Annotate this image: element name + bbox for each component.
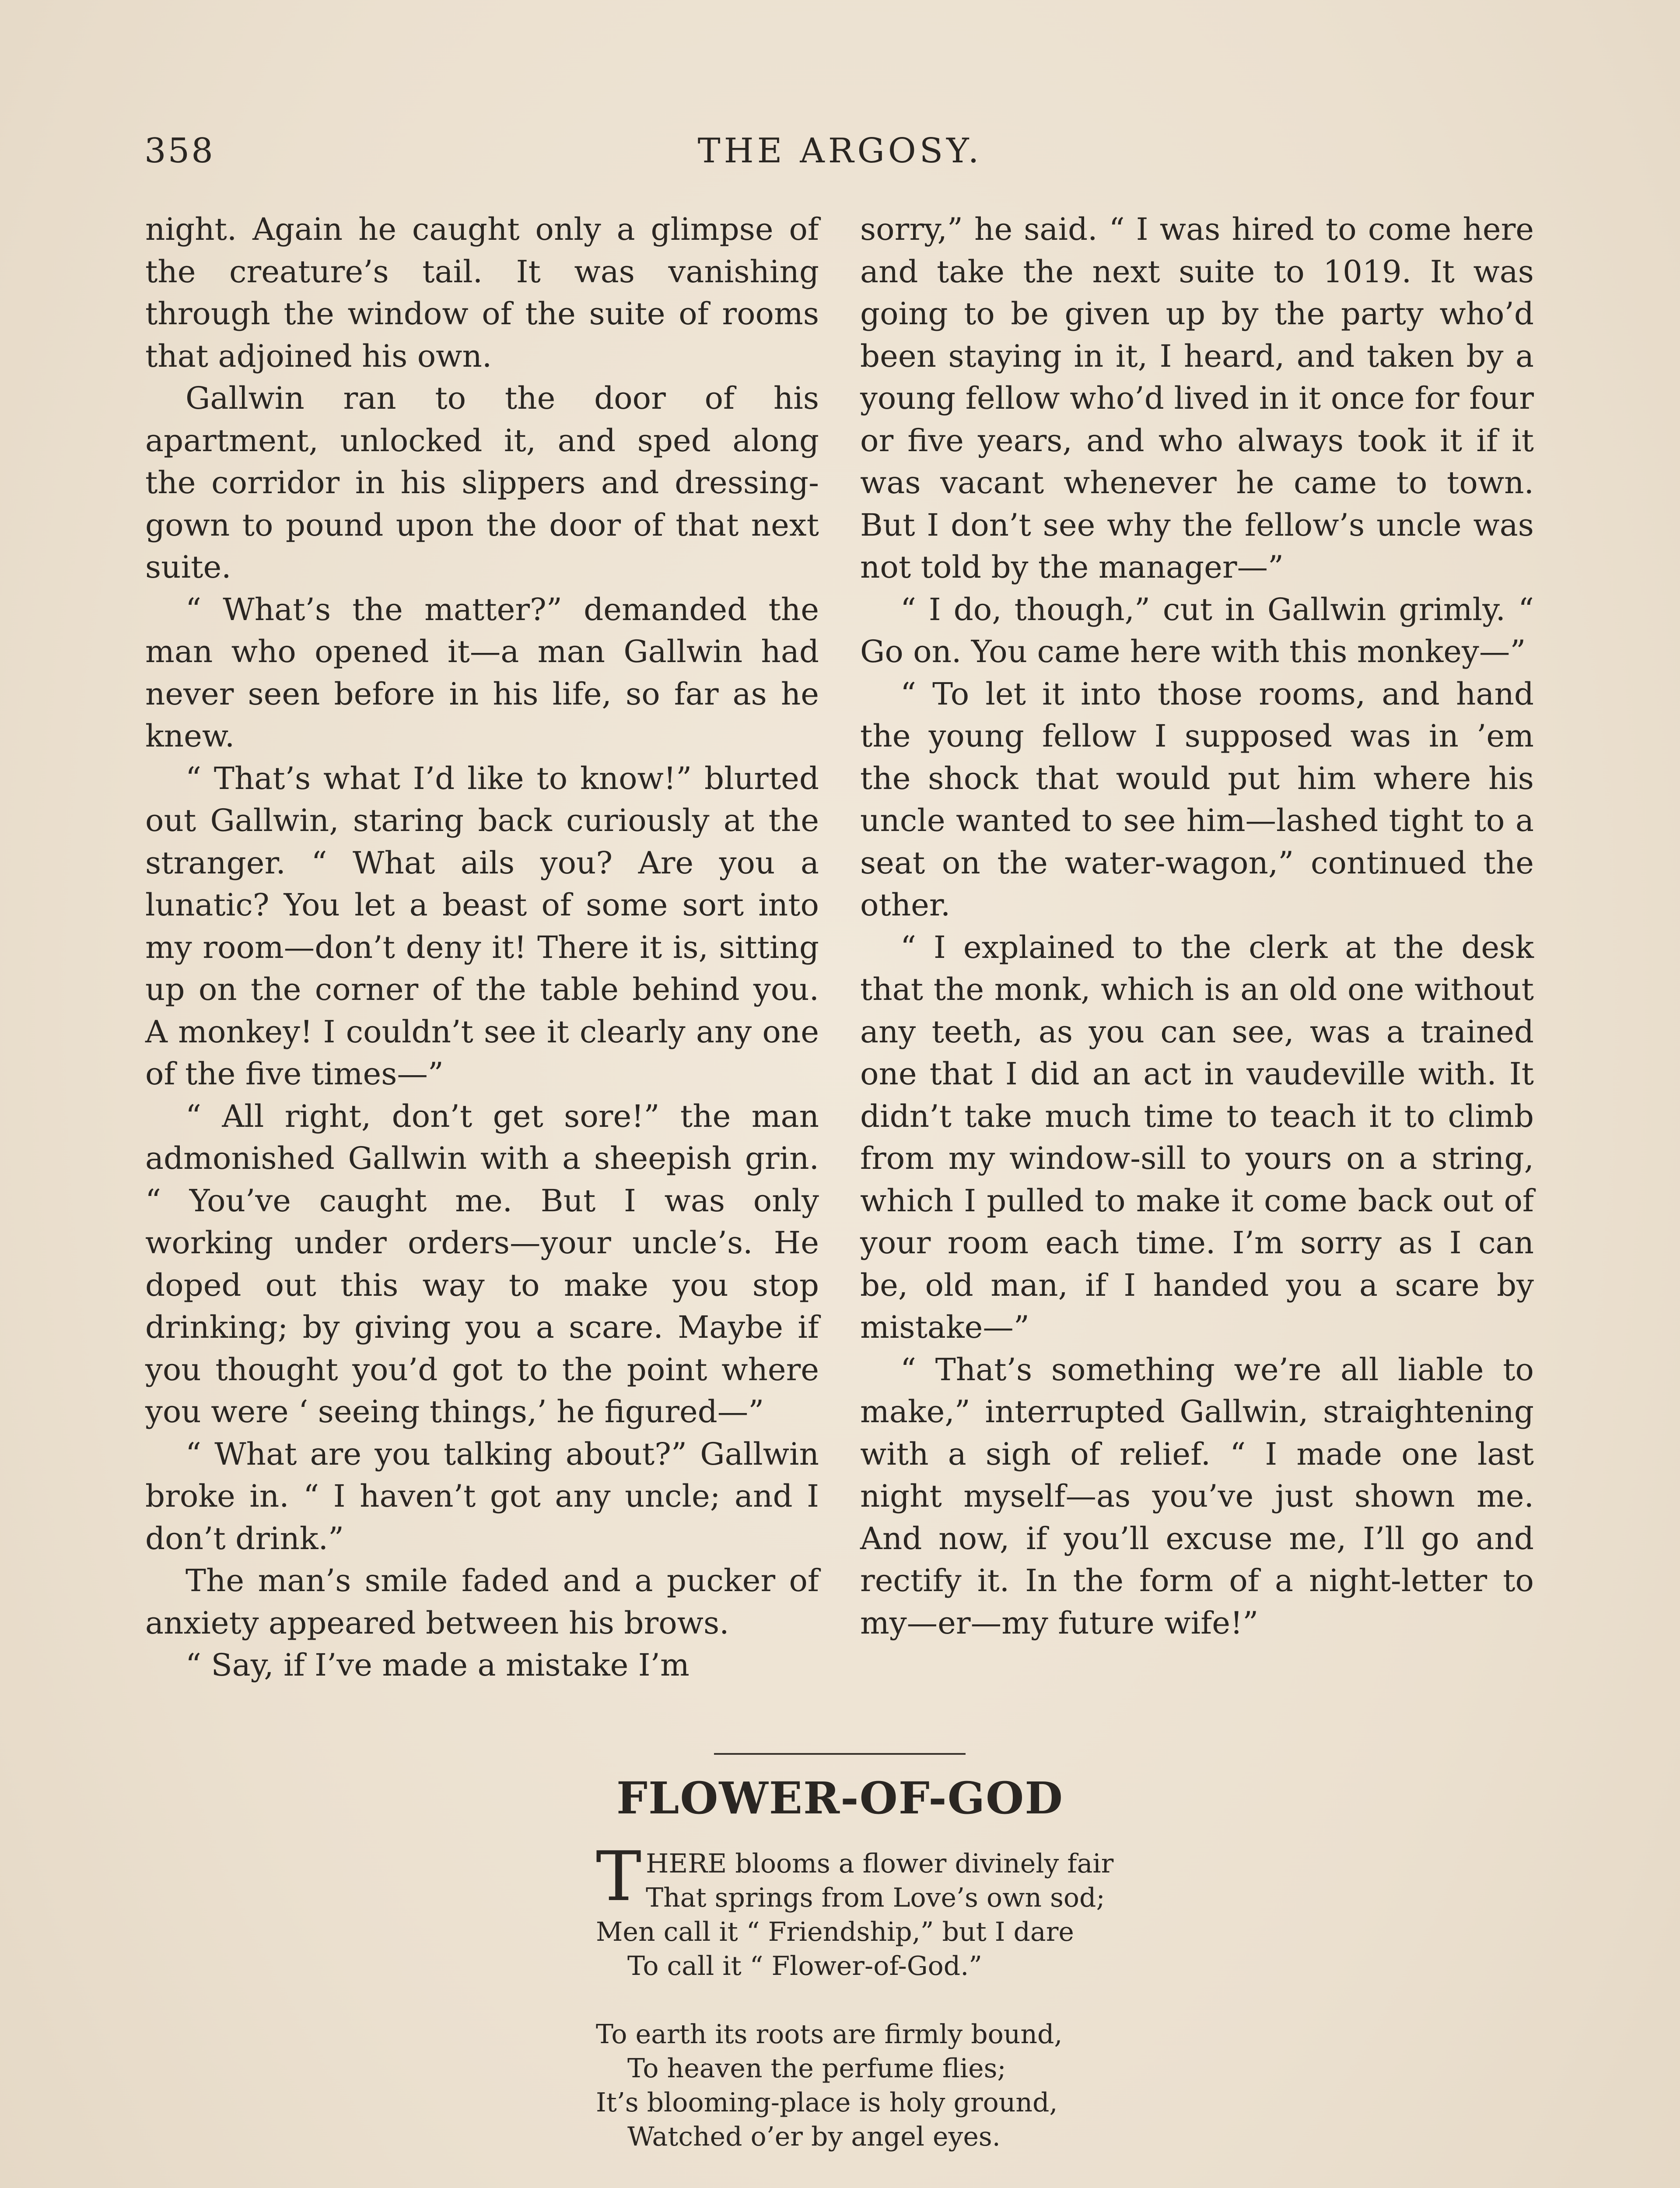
- paragraph: The man’s smile faded and a pucker of anxiety appeared between his brows.: [145, 1563, 819, 1641]
- paragraph: night. Again he caught only a glimpse of the creature’s tail. It was vanishing through the window of the suite of rooms that adjoined his own.: [145, 211, 819, 374]
- poem-title: FLOWER-OF-GOD: [616, 1772, 1064, 1824]
- poem-line: That springs from Love’s own sod;: [646, 1883, 1105, 1913]
- drop-cap: T: [596, 1837, 642, 1916]
- poem-line: To earth its roots are firmly bound,: [596, 2019, 1063, 2050]
- paragraph: “ All right, don’t get sore!” the man admonished Gallwin with a sheepish grin. “ You’ve caught me. But I was only working under orders—your uncle’s. He doped out this way to make you stop drinking; by giving you a scare. Maybe if you thought you’d got to the point where you were ‘ seeing things,’ he figured—”: [145, 1098, 819, 1430]
- left-text-column: [145, 208, 819, 1687]
- paragraph: “ I explained to the clerk at the desk that the monk, which is an old one without any teeth, as you can see, was a trained one that I did an act in vaudeville with. It didn’t take much time to teach it to climb from my window-sill to yours on a string, which I pulled to make it come back out of your room each time. I’m sorry as I can be, old man, if I handed you a scare by mistake—”: [860, 929, 1534, 1345]
- paragraph: “ What’s the matter?” demanded the man who opened it—a man Gallwin had never seen before in his life, so far as he knew.: [145, 591, 819, 754]
- paragraph: Gallwin ran to the door of his apartment, unlocked it, and sped along the corridor in his slippers and dressing-gown to pound upon the door of that next suite.: [145, 380, 819, 585]
- paragraph: “ That’s something we’re all liable to make,” interrupted Gallwin, straightening with a sigh of relief. “ I made one last night myself—as you’ve just shown me. And now, if you’ll excuse me, I’ll go and rectify it. In the form of a night-letter to my—er—my future wife!”: [860, 1351, 1534, 1641]
- poem-line: It’s blooming-place is holy ground,: [596, 2087, 1058, 2118]
- poem-stanza: [596, 2017, 1208, 2154]
- poem-line: Men call it “ Friendship,” but I dare: [596, 1917, 1074, 1947]
- paragraph: “ Say, if I’ve made a mistake I’m: [186, 1647, 690, 1683]
- poem-line: HERE blooms a flower divinely fair: [646, 1848, 1114, 1879]
- paragraph: “ What are you talking about?” Gallwin broke in. “ I haven’t got any uncle; and I don’t drink.”: [145, 1436, 819, 1557]
- poem-line: Watched o’er by angel eyes.: [627, 2121, 1001, 2152]
- right-text-column: [860, 208, 1534, 1644]
- paragraph: “ I do, though,” cut in Gallwin grimly. “ Go on. You came here with this monkey—”: [860, 591, 1534, 670]
- section-divider: [714, 1753, 966, 1755]
- poem-line: To call it “ Flower-of-God.”: [627, 1951, 982, 1981]
- poem-body: [596, 1837, 1208, 2188]
- paragraph: “ To let it into those rooms, and hand the young fellow I supposed was in ’em the shock that would put him where his uncle wanted to see him—lashed tight to a seat on the water-wagon,” continued the other.: [860, 676, 1534, 923]
- page-header: [144, 131, 1536, 175]
- running-title: THE ARGOSY.: [697, 131, 983, 171]
- paragraph: “ That’s what I’d like to know!” blurted out Gallwin, staring back curiously at the stranger. “ What ails you? Are you a lunatic? You let a beast of some sort into my room—don’t deny it! There it is, sitting up on the corner of the table behind you. A monkey! I couldn’t see it clearly any one of the five times—”: [145, 760, 819, 1092]
- poem-line: To heaven the perfume flies;: [627, 2053, 1006, 2084]
- paragraph: sorry,” he said. “ I was hired to come here and take the next suite to 1019. It was going to be given up by the party who’d been staying in it, I heard, and taken by a young fellow who’d lived in it once for four or five years, and who always took it if it was vacant whenever he came to town. But I don’t see why the fellow’s uncle was not told by the manager—”: [860, 211, 1534, 585]
- poem-stanza: [596, 1837, 1208, 1983]
- page-number: 358: [144, 131, 215, 171]
